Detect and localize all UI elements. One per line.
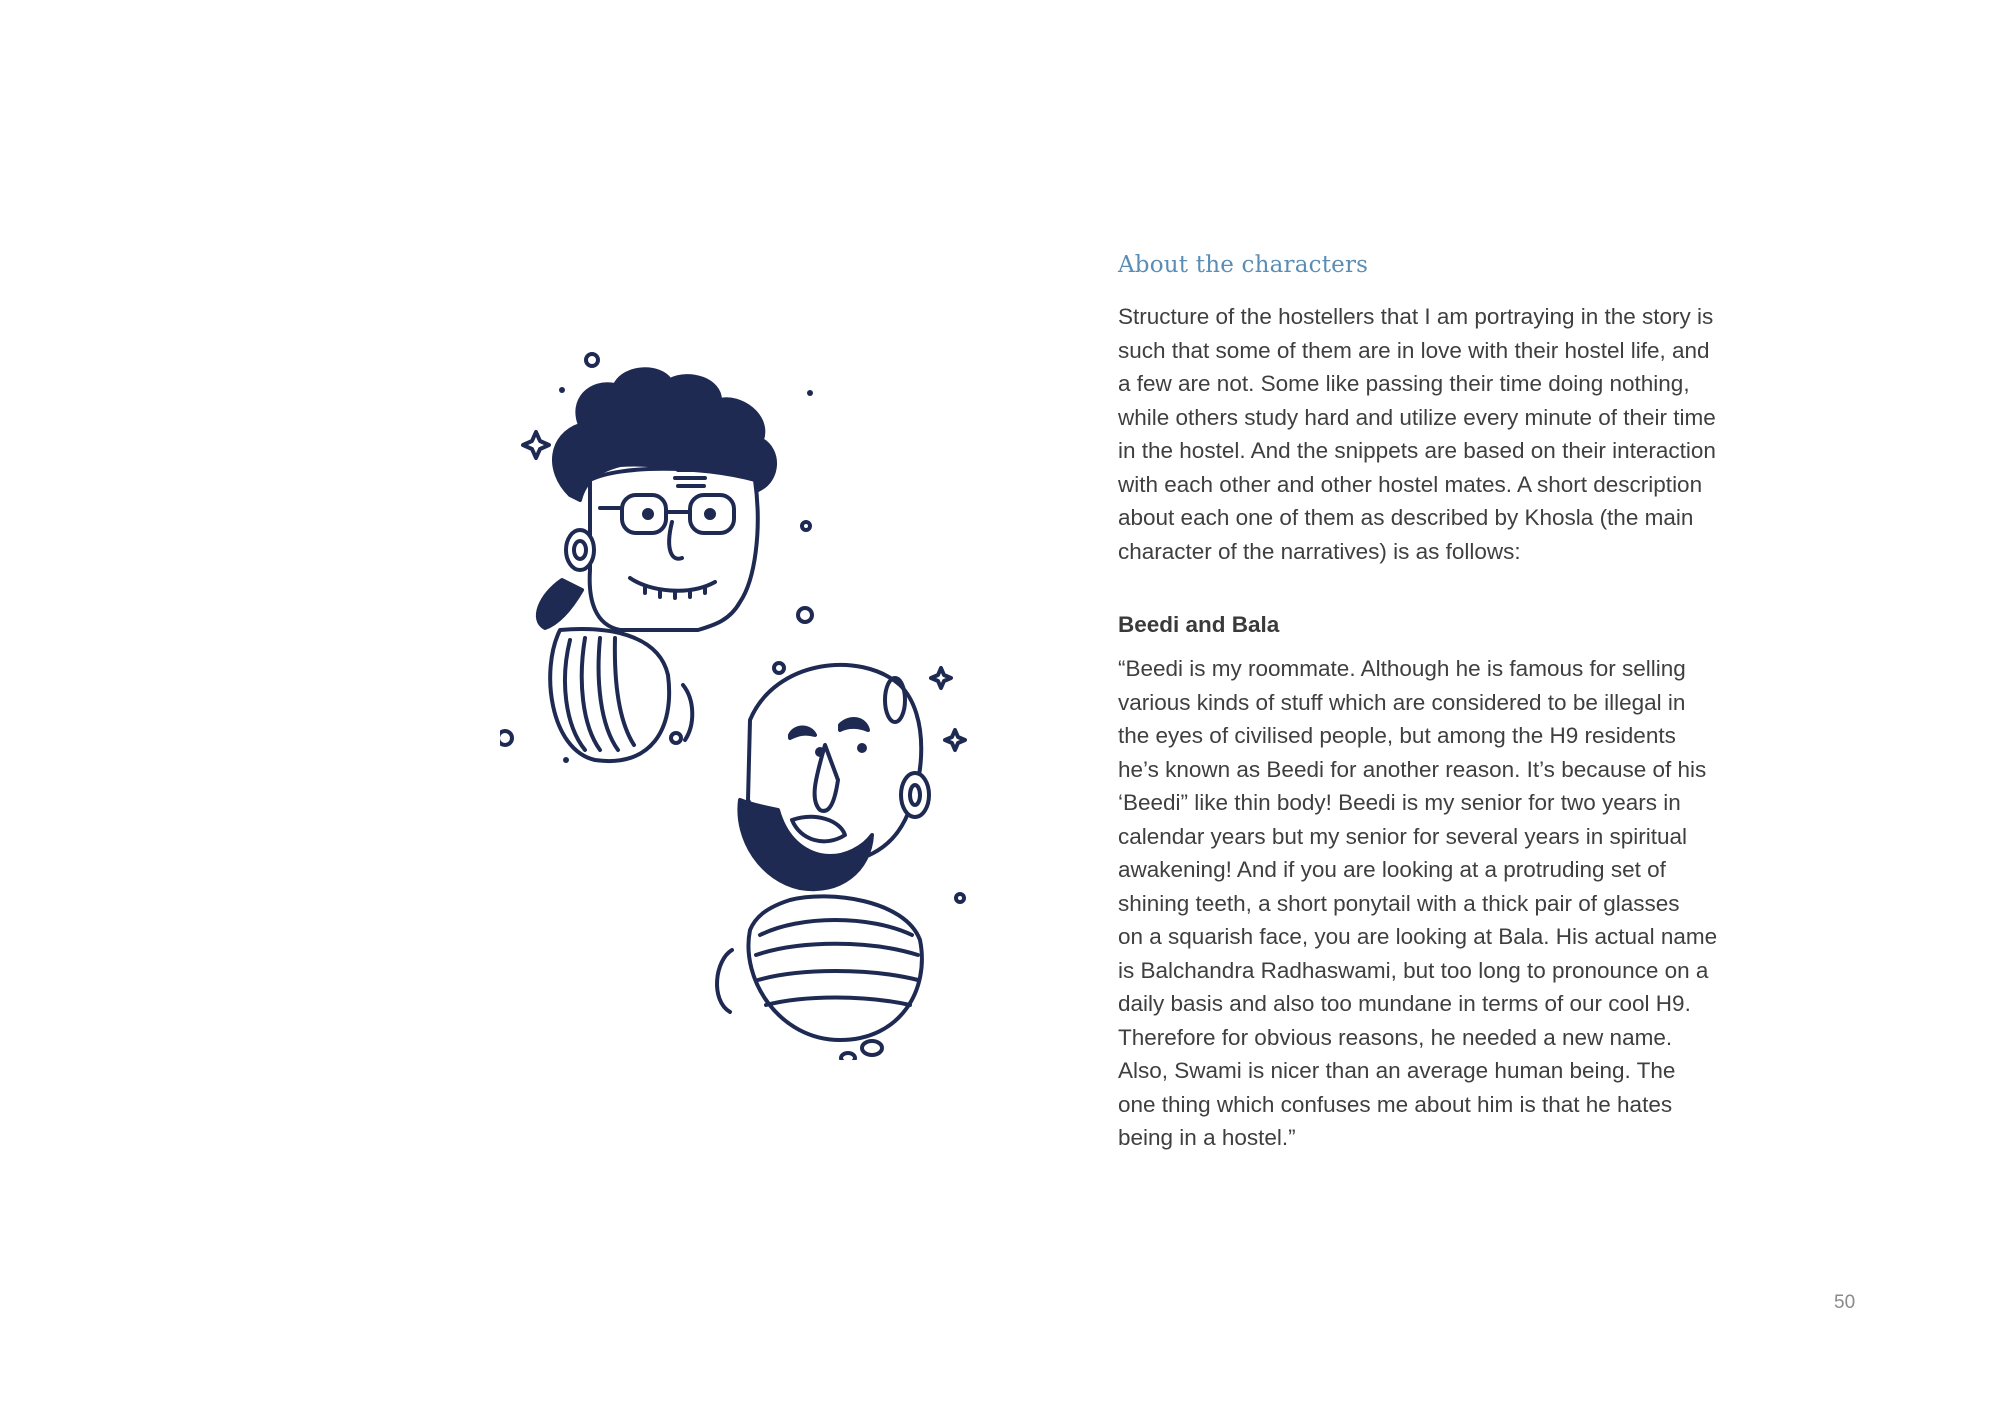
bubble-icon — [956, 894, 964, 902]
paragraph-line: daily basis and also too mundane in terms of our cool H9. — [1118, 991, 1691, 1016]
paragraph-line: with each other and other hostel mates. A short description — [1118, 471, 1703, 497]
illustration-svg — [500, 340, 980, 1060]
paragraph-line: calendar years but my senior for several years in spiritual — [1118, 823, 1687, 849]
paragraph-line: being in a hostel.” — [1118, 1125, 1296, 1150]
beedi-character — [717, 665, 929, 1060]
paragraph-line: the eyes of civilised people, but among the H9 residents — [1118, 723, 1676, 748]
sparkle-icon — [945, 730, 965, 750]
paragraph-line: awakening! And if you are looking at a protruding set of — [1118, 857, 1666, 882]
bubble-icon — [671, 733, 681, 743]
bala-character — [538, 369, 775, 761]
page-number: 50 — [1834, 1292, 1856, 1313]
paragraph-line: shining teeth, a short ponytail with a thick pair of glasses — [1118, 890, 1680, 916]
bubble-icon — [586, 354, 598, 366]
sparkle-icon — [523, 432, 549, 458]
bubble-icon — [798, 608, 812, 622]
bubble-icon — [774, 663, 784, 673]
paragraph-line: while others study hard and utilize every minute of their time — [1118, 404, 1716, 430]
paragraph-line: one thing which confuses me about him is that he hates — [1118, 1091, 1673, 1117]
character-illustration — [500, 340, 980, 1060]
paragraph-line: such that some of them are in love with their hostel life, and — [1118, 337, 1710, 363]
paragraph-line: is Balchandra Radhaswami, but too long to pronounce on a — [1118, 957, 1709, 983]
paragraph-line: Structure of the hostellers that I am portraying in the story is — [1118, 304, 1714, 329]
section-heading: About the characters — [1118, 252, 1369, 278]
intro-paragraph — [1118, 300, 1768, 568]
paragraph-line: he’s known as Beedi for another reason. It’s because of his — [1118, 756, 1707, 782]
paragraph-line: in the hostel. And the snippets are based on their interaction — [1118, 438, 1716, 463]
paragraph-line: Also, Swami is nicer than an average human being. The — [1118, 1058, 1676, 1083]
paragraph-line: on a squarish face, you are looking at Bala. His actual name — [1118, 924, 1718, 949]
bubble-icon — [802, 522, 810, 530]
paragraph-line: about each one of them as described by Khosla (the main — [1118, 505, 1694, 530]
quote-paragraph — [1118, 652, 1768, 1155]
sparkle-icon — [931, 668, 951, 688]
text-column — [1118, 252, 1768, 1155]
paragraph-line: Therefore for obvious reasons, he needed a new name. — [1118, 1024, 1673, 1050]
paragraph-line: ‘Beedi” like thin body! Beedi is my senior for two years in — [1118, 790, 1681, 815]
paragraph-line: various kinds of stuff which are considered to be illegal in — [1118, 689, 1686, 715]
character-subheading: Beedi and Bala — [1118, 612, 1280, 637]
bubble-icon — [500, 731, 512, 745]
paragraph-line: character of the narratives) is as follows: — [1118, 538, 1521, 564]
paragraph-line: a few are not. Some like passing their time doing nothing, — [1118, 371, 1690, 396]
paragraph-line: “Beedi is my roommate. Although he is famous for selling — [1118, 656, 1686, 681]
